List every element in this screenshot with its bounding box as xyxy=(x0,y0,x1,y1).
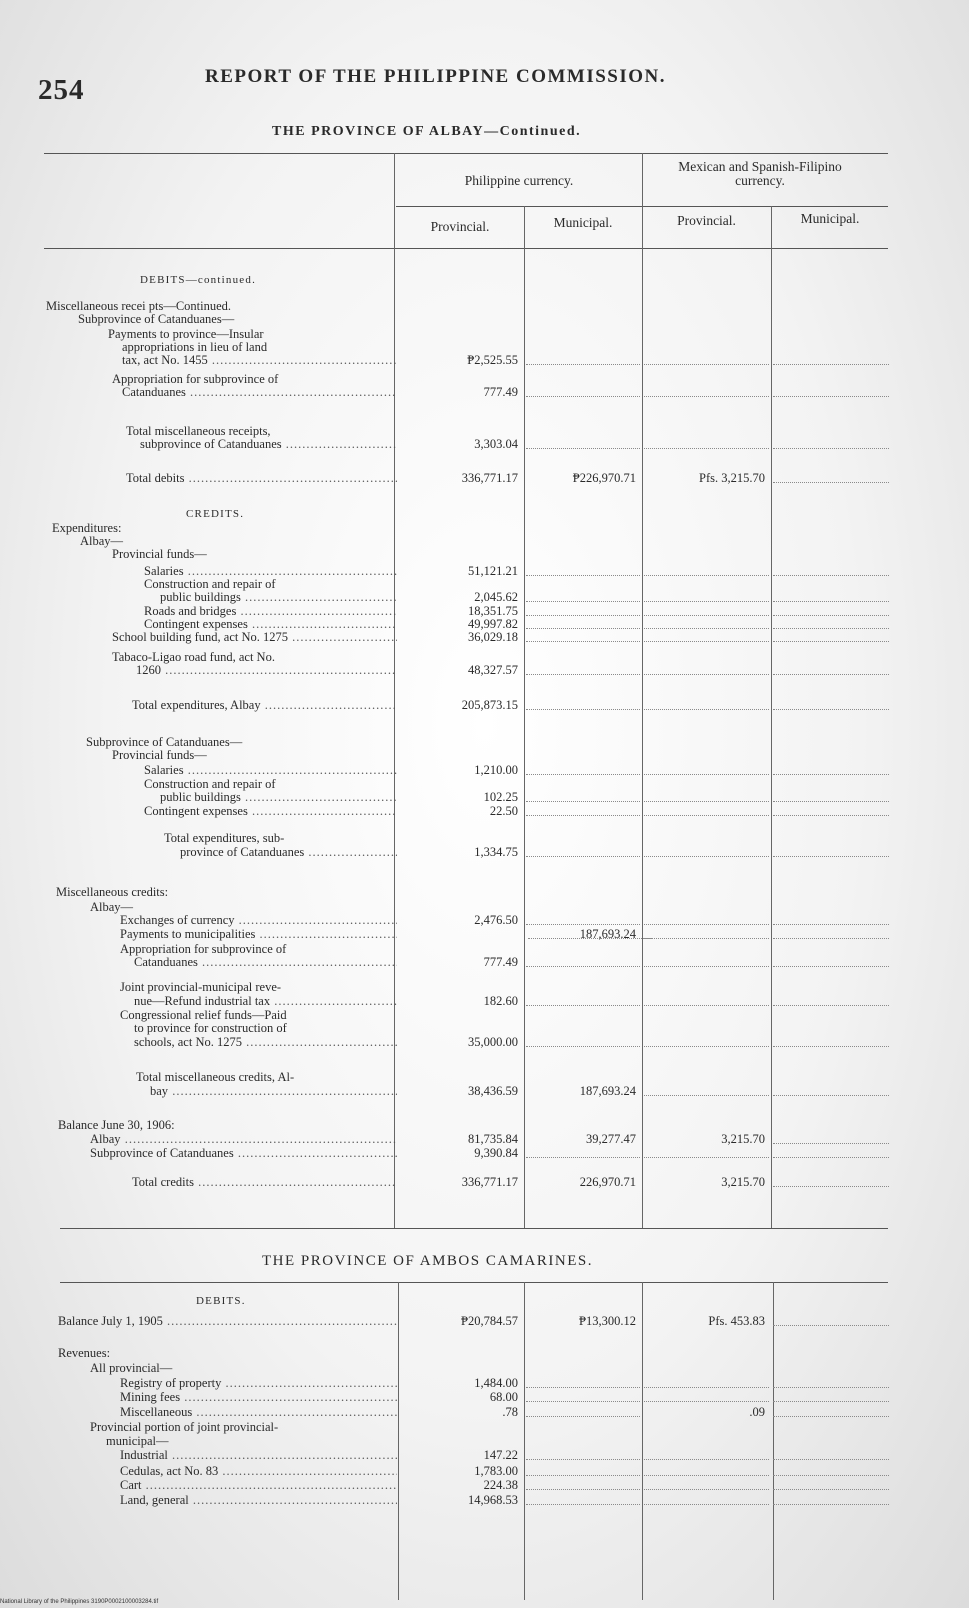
cell-c3 xyxy=(644,1085,769,1096)
cell-c1 xyxy=(398,438,522,451)
cell-c2 xyxy=(526,664,640,675)
cell-c4 xyxy=(773,1036,889,1047)
cell-value: 205,873.15 xyxy=(461,698,518,712)
cell-value: 147.22 xyxy=(483,1448,518,1462)
cell-c3 xyxy=(644,354,769,365)
cell-c3 xyxy=(644,1494,769,1505)
cell-c2 xyxy=(526,1085,640,1098)
row-label: Subprovince of Catanduanes ..... xyxy=(90,1147,397,1160)
cell-c1 xyxy=(398,1465,522,1478)
row-label: Salaries ..... xyxy=(144,764,397,777)
row-label: Cart ..... xyxy=(120,1479,397,1492)
row-label: Joint provincial-municipal reve- xyxy=(120,980,282,994)
cell-c3 xyxy=(644,591,769,602)
table-row xyxy=(0,1391,969,1404)
table-row xyxy=(0,1147,969,1160)
cell-c1 xyxy=(398,1036,522,1049)
row-label: municipal— xyxy=(106,1434,169,1448)
row-label: Salaries ..... xyxy=(144,565,397,578)
row-label: Total expenditures, Albay ..... xyxy=(132,699,397,712)
cell-c2 xyxy=(526,928,640,941)
table-row xyxy=(0,1377,969,1390)
cell-c4 xyxy=(773,618,889,629)
cell-c4 xyxy=(773,914,889,925)
cell-c2 xyxy=(526,846,640,857)
row-label: Provincial funds— xyxy=(112,748,207,762)
cell-value: 1,334.75 xyxy=(474,845,518,859)
row-label: public buildings ..... xyxy=(160,591,397,604)
row-label: Miscellaneous credits: xyxy=(56,885,169,899)
cell-c2 xyxy=(526,618,640,629)
row-label: Contingent expenses ..... xyxy=(144,618,397,631)
cell-value: 1,210.00 xyxy=(474,763,518,777)
cell-c1 xyxy=(398,1391,522,1404)
cell-c1 xyxy=(398,914,522,927)
cell-value: 14,968.53 xyxy=(468,1493,518,1507)
cell-value: 35,000.00 xyxy=(468,1035,518,1049)
row-label: Miscellaneous recei pts—Continued. xyxy=(46,299,232,313)
cell-c1 xyxy=(398,591,522,604)
cell-c2 xyxy=(526,565,640,576)
cell-c3 xyxy=(644,1147,769,1158)
cell-c3 xyxy=(644,1036,769,1047)
cell-c3 xyxy=(644,995,769,1006)
header-provincial: Provincial. xyxy=(677,213,736,228)
row-label: Construction and repair of xyxy=(144,777,276,791)
cell-c1 xyxy=(398,1449,522,1462)
table-row xyxy=(0,995,969,1008)
table-row xyxy=(0,274,969,287)
table-row xyxy=(0,832,969,845)
cell-c2 xyxy=(526,1406,640,1417)
row-label: Provincial portion of joint provincial- xyxy=(90,1420,279,1434)
table-row xyxy=(0,764,969,777)
cell-c2 xyxy=(526,1391,640,1402)
row-label: DEBITS. xyxy=(196,1295,246,1307)
cell-c1 xyxy=(398,764,522,777)
cell-value: ₱13,300.12 xyxy=(579,1314,636,1328)
cell-c1 xyxy=(398,1085,522,1098)
table-row xyxy=(0,664,969,677)
cell-c1 xyxy=(398,386,522,399)
cell-c1 xyxy=(398,631,522,644)
row-label: CREDITS. xyxy=(186,508,245,520)
cell-c2 xyxy=(526,605,640,616)
cell-c3 xyxy=(644,805,769,816)
cell-value: 777.49 xyxy=(483,385,518,399)
table-row xyxy=(0,548,969,561)
cell-c1 xyxy=(398,699,522,712)
table2-top-rule xyxy=(60,1282,888,1283)
row-label: nue—Refund industrial tax ..... xyxy=(134,995,397,1008)
table-row xyxy=(0,354,969,367)
row-label: All provincial— xyxy=(90,1361,173,1375)
cell-c2 xyxy=(526,791,640,802)
cell-c2 xyxy=(526,764,640,775)
table-row xyxy=(0,1479,969,1492)
table-row xyxy=(0,313,969,326)
cell-c3 xyxy=(644,791,769,802)
cell-c2 xyxy=(526,591,640,602)
cell-value: 1,783.00 xyxy=(474,1464,518,1478)
cell-c2 xyxy=(526,438,640,449)
row-label: Payments to province—Insular xyxy=(108,327,264,341)
table-row xyxy=(0,1176,969,1189)
cell-c3 xyxy=(644,764,769,775)
cell-c3 xyxy=(644,1176,769,1189)
row-label: DEBITS—continued. xyxy=(140,274,257,286)
cell-c1 xyxy=(398,956,522,969)
cell-c3 xyxy=(644,1406,769,1419)
cell-c2 xyxy=(526,1449,640,1460)
cell-value: 48,327.57 xyxy=(468,663,518,677)
row-label: Total miscellaneous credits, Al- xyxy=(136,1070,295,1084)
cell-c4 xyxy=(773,591,889,602)
row-label: Land, general ..... xyxy=(120,1494,397,1507)
row-label: Albay ..... xyxy=(90,1133,397,1146)
cell-c2 xyxy=(526,631,640,642)
row-label: to province for construction of xyxy=(134,1021,287,1035)
cell-value: 102.25 xyxy=(483,790,518,804)
cell-c3 xyxy=(644,664,769,675)
row-label: Tabaco-Ligao road fund, act No. xyxy=(112,650,275,664)
cell-c4 xyxy=(773,956,889,967)
cell-value: 38,436.59 xyxy=(468,1084,518,1098)
cell-c3 xyxy=(644,1133,769,1146)
cell-c1 xyxy=(398,1479,522,1492)
row-label: Total debits ..... xyxy=(126,472,397,485)
cell-c3 xyxy=(644,699,769,710)
cell-value: .09 xyxy=(749,1405,765,1419)
table-row xyxy=(0,1406,969,1419)
cell-c2 xyxy=(526,1465,640,1476)
row-label: Albay— xyxy=(90,900,134,914)
cell-c1 xyxy=(398,791,522,804)
cell-c4 xyxy=(773,805,889,816)
row-label: province of Catanduanes ..... xyxy=(180,846,397,859)
row-label: Albay— xyxy=(80,534,124,548)
cell-c3 xyxy=(644,1377,769,1388)
cell-c2 xyxy=(526,386,640,397)
header-provincial: Provincial. xyxy=(430,219,490,234)
table-row xyxy=(0,1435,969,1448)
cell-c4 xyxy=(773,1391,889,1402)
cell-c1 xyxy=(398,664,522,677)
cell-c2 xyxy=(526,699,640,710)
cell-c2 xyxy=(526,1494,640,1505)
table-row xyxy=(0,791,969,804)
cell-c1 xyxy=(398,472,522,485)
row-label: public buildings ..... xyxy=(160,791,397,804)
row-label: Balance July 1, 1905 ..... xyxy=(58,1315,397,1328)
section-title-albay: THE PROVINCE OF ALBAY—Continued. xyxy=(272,124,582,139)
table-bottom-rule xyxy=(60,1228,888,1229)
cell-c1 xyxy=(398,354,522,367)
cell-value: 182.60 xyxy=(483,994,518,1008)
table-row xyxy=(0,438,969,451)
cell-c4 xyxy=(773,354,889,365)
row-label: tax, act No. 1455 ..... xyxy=(122,354,397,367)
cell-c4 xyxy=(773,791,889,802)
table-row xyxy=(0,472,969,485)
cell-c1 xyxy=(398,1494,522,1507)
row-label: Cedulas, act No. 83 ..... xyxy=(120,1465,397,1478)
cell-c2 xyxy=(526,805,640,816)
cell-value: 51,121.21 xyxy=(468,564,518,578)
cell-value: 39,277.47 xyxy=(586,1132,636,1146)
table-row xyxy=(0,1465,969,1478)
cell-c3 xyxy=(644,1315,769,1328)
cell-c1 xyxy=(398,1176,522,1189)
table-row xyxy=(0,1071,969,1084)
cell-c1 xyxy=(398,805,522,818)
section-title-ambos-camarines: THE PROVINCE OF AMBOS CAMARINES. xyxy=(262,1253,593,1269)
cell-value: 3,303.04 xyxy=(474,437,518,451)
cell-c3 xyxy=(644,1449,769,1460)
cell-value: 68.00 xyxy=(489,1390,518,1404)
row-label: Expenditures: xyxy=(52,521,122,535)
table-row xyxy=(0,846,969,859)
cell-c4 xyxy=(773,386,889,397)
cell-c2 xyxy=(526,1176,640,1189)
cell-c2 xyxy=(526,1036,640,1047)
cell-c3 xyxy=(644,605,769,616)
row-label: School building fund, act No. 1275 ..... xyxy=(112,631,397,644)
cell-c4 xyxy=(773,1147,889,1158)
cell-c4 xyxy=(773,928,889,939)
row-label: 1260 ..... xyxy=(136,664,397,677)
cell-c2 xyxy=(526,1377,640,1388)
cell-value: 22.50 xyxy=(489,804,518,818)
cell-c3 xyxy=(644,1391,769,1402)
cell-c1 xyxy=(398,565,522,578)
cell-value: 187,693.24 xyxy=(579,1084,636,1098)
cell-c1 xyxy=(398,995,522,1008)
row-label: Balance June 30, 1906: xyxy=(58,1118,175,1132)
row-label: Appropriation for subprovince of xyxy=(112,372,279,386)
table-row xyxy=(0,928,969,941)
cell-c3 xyxy=(644,914,769,925)
row-label: Payments to municipalities ..... xyxy=(120,928,397,941)
cell-value: ₱20,784.57 xyxy=(461,1314,518,1328)
cell-value: 777.49 xyxy=(483,955,518,969)
cell-c3 xyxy=(644,1465,769,1476)
table-row xyxy=(0,591,969,604)
cell-c4 xyxy=(773,472,889,483)
table-row xyxy=(0,1119,969,1132)
row-label: Subprovince of Catanduanes— xyxy=(86,735,243,749)
table-top-rule xyxy=(44,153,888,154)
table-row xyxy=(0,522,969,535)
cell-value: .78 xyxy=(502,1405,518,1419)
row-label: bay ..... xyxy=(150,1085,397,1098)
table-row xyxy=(0,699,969,712)
cell-value: ₱2,525.55 xyxy=(467,353,518,367)
cell-c1 xyxy=(398,1377,522,1390)
page-number: 254 xyxy=(38,74,85,106)
row-label: Catanduanes ..... xyxy=(122,386,397,399)
cell-c4 xyxy=(773,1315,889,1326)
cell-c1 xyxy=(398,1315,522,1328)
cell-value: 3,215.70 xyxy=(721,1132,765,1146)
row-label: Appropriation for subprovince of xyxy=(120,942,287,956)
cell-value: 224.38 xyxy=(483,1478,518,1492)
cell-value: 336,771.17 xyxy=(461,471,518,485)
running-title: REPORT OF THE PHILIPPINE COMMISSION. xyxy=(205,66,667,87)
cell-c2 xyxy=(526,472,640,485)
cell-c3 xyxy=(644,928,769,939)
cell-c2 xyxy=(526,1479,640,1490)
row-label: Construction and repair of xyxy=(144,577,276,591)
cell-value: 9,390.84 xyxy=(474,1146,518,1160)
cell-c4 xyxy=(773,764,889,775)
cell-c4 xyxy=(773,605,889,616)
table-row xyxy=(0,981,969,994)
cell-c1 xyxy=(398,1133,522,1146)
table-row xyxy=(0,1315,969,1328)
table-row xyxy=(0,1022,969,1035)
row-label: Industrial ..... xyxy=(120,1449,397,1462)
cell-c3 xyxy=(644,386,769,397)
row-label: Catanduanes ..... xyxy=(134,956,397,969)
header-philippine-currency: Philippine currency. xyxy=(464,173,574,188)
table-row xyxy=(0,1133,969,1146)
cell-c2 xyxy=(526,956,640,967)
table-row xyxy=(0,805,969,818)
row-label: Provincial funds— xyxy=(112,547,207,561)
table-row xyxy=(0,1421,969,1434)
row-label: Total expenditures, sub- xyxy=(164,831,285,845)
cell-c3 xyxy=(644,631,769,642)
cell-c4 xyxy=(773,1479,889,1490)
scan-footer: National Library of the Philippines 3190P0002100003284.tif xyxy=(0,1599,159,1605)
cell-c3 xyxy=(644,618,769,629)
cell-value: 18,351.75 xyxy=(468,604,518,618)
table-row xyxy=(0,1494,969,1507)
row-label: Total miscellaneous receipts, xyxy=(126,424,271,438)
cell-c1 xyxy=(398,846,522,859)
cell-c3 xyxy=(644,565,769,576)
cell-c4 xyxy=(773,1465,889,1476)
row-label: subprovince of Catanduanes ..... xyxy=(140,438,397,451)
cell-c4 xyxy=(773,846,889,857)
table-row xyxy=(0,1295,969,1308)
row-label: Mining fees ..... xyxy=(120,1391,397,1404)
cell-c4 xyxy=(773,438,889,449)
cell-c3 xyxy=(644,472,769,485)
cell-c4 xyxy=(773,631,889,642)
cell-c3 xyxy=(644,1479,769,1490)
cell-c4 xyxy=(773,995,889,1006)
row-label: Congressional relief funds—Paid xyxy=(120,1008,287,1022)
table-row xyxy=(0,886,969,899)
table-row xyxy=(0,386,969,399)
cell-c4 xyxy=(773,565,889,576)
cell-c2 xyxy=(526,1133,640,1146)
cell-c1 xyxy=(398,1406,522,1419)
row-label: appropriations in lieu of land xyxy=(122,340,268,354)
cell-value: 336,771.17 xyxy=(461,1175,518,1189)
table-row xyxy=(0,1347,969,1360)
row-label: Exchanges of currency ..... xyxy=(120,914,397,927)
cell-c2 xyxy=(526,1147,640,1158)
cell-c2 xyxy=(526,354,640,365)
header-rule xyxy=(44,248,888,249)
row-label: Registry of property ..... xyxy=(120,1377,397,1390)
cell-c4 xyxy=(773,1085,889,1096)
table-row xyxy=(0,914,969,927)
row-label: schools, act No. 1275 ..... xyxy=(134,1036,397,1049)
cell-c4 xyxy=(773,1133,889,1144)
header-mexican-currency: Mexican and Spanish-Filipino currency. xyxy=(678,159,842,188)
cell-value: 2,045.62 xyxy=(474,590,518,604)
cell-value: ₱226,970.71 xyxy=(572,471,636,485)
cell-c3 xyxy=(644,438,769,449)
cell-c4 xyxy=(773,1494,889,1505)
row-label: Roads and bridges ..... xyxy=(144,605,397,618)
row-label: Revenues: xyxy=(58,1346,111,1360)
cell-c1 xyxy=(398,1147,522,1160)
cell-value: 187,693.24 xyxy=(579,927,636,941)
cell-c2 xyxy=(526,995,640,1006)
cell-c3 xyxy=(644,846,769,857)
table-row xyxy=(0,1036,969,1049)
table-row xyxy=(0,631,969,644)
cell-c4 xyxy=(773,1176,889,1187)
cell-c4 xyxy=(773,664,889,675)
cell-c4 xyxy=(773,1406,889,1417)
table-row xyxy=(0,508,969,521)
cell-c4 xyxy=(773,1449,889,1460)
header-municipal: Municipal. xyxy=(800,211,860,226)
table-row xyxy=(0,956,969,969)
cell-value: 49,997.82 xyxy=(468,617,518,631)
row-label: Contingent expenses ..... xyxy=(144,805,397,818)
cell-value: Pfs. 3,215.70 xyxy=(699,471,765,485)
table-row xyxy=(0,1085,969,1098)
cell-value: 36,029.18 xyxy=(468,630,518,644)
cell-c2 xyxy=(526,914,640,925)
cell-c4 xyxy=(773,699,889,710)
table-row xyxy=(0,749,969,762)
cell-value: 81,735.84 xyxy=(468,1132,518,1146)
cell-value: 3,215.70 xyxy=(721,1175,765,1189)
header-municipal: Municipal. xyxy=(553,215,613,230)
cell-c2 xyxy=(526,1315,640,1328)
table-row xyxy=(0,1449,969,1462)
row-label: Subprovince of Catanduanes— xyxy=(78,312,235,326)
cell-value: 2,476.50 xyxy=(474,913,518,927)
row-label: Miscellaneous ..... xyxy=(120,1406,397,1419)
row-label: Total credits ..... xyxy=(132,1176,397,1189)
cell-c4 xyxy=(773,1377,889,1388)
cell-value: Pfs. 453.83 xyxy=(708,1314,765,1328)
cell-value: 1,484.00 xyxy=(474,1376,518,1390)
cell-c3 xyxy=(644,956,769,967)
table-row xyxy=(0,1362,969,1375)
cell-value: 226,970.71 xyxy=(579,1175,636,1189)
